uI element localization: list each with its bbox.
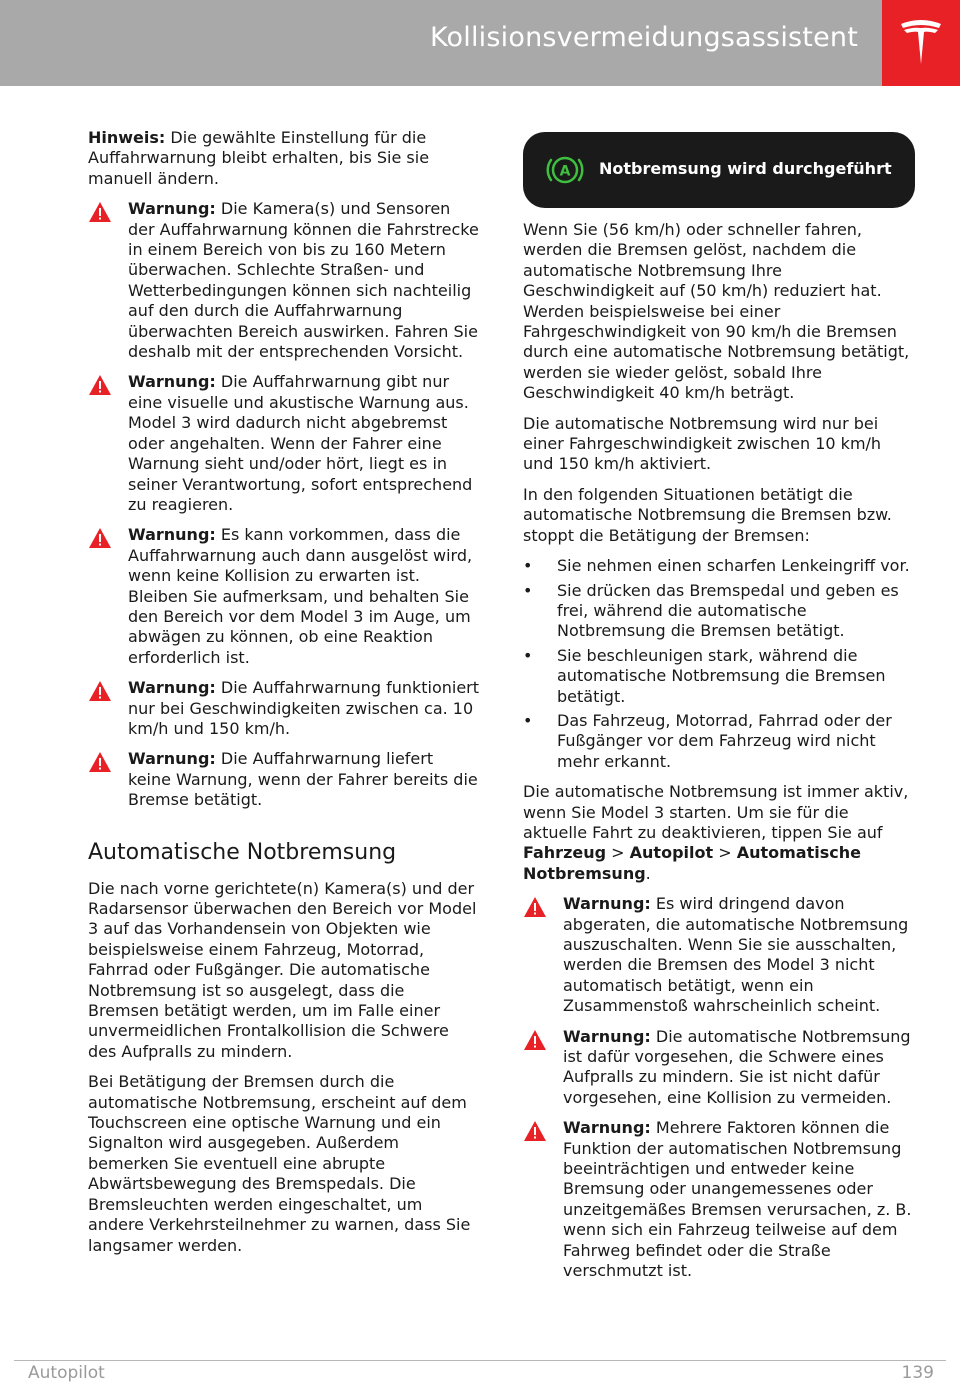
warning-label: Warnung:: [128, 372, 216, 392]
page-number: 139: [901, 1363, 934, 1383]
warning-block: [523, 1027, 916, 1109]
warning-block: [523, 1118, 916, 1281]
deactivate-paragraph: [523, 782, 916, 884]
warning-block: [88, 678, 480, 739]
list-item-text: Sie drücken das Bremspedal und geben es frei, während die automatische Notbremsung die Bremsen betätigt.: [557, 580, 899, 641]
warning-icon: [88, 374, 112, 396]
list-item-text: Das Fahrzeug, Motorrad, Fahrrad oder der Fußgänger vor dem Fahrzeug wird nicht mehr erkannt.: [557, 710, 892, 771]
warning-text: Die automatische Notbremsung ist dafür vorgesehen, die Schwere eines Aufpralls zu mindern. Sie ist nicht dafür vorgesehen, eine Kollision zu vermeiden.: [563, 1026, 911, 1107]
page-header: [0, 0, 960, 86]
warning-block: [523, 894, 916, 1016]
emergency-braking-banner: [523, 132, 915, 208]
bullet-icon: •: [523, 556, 533, 576]
warning-icon: [88, 680, 112, 702]
warning-icon: [523, 1120, 547, 1142]
menu-path-autopilot: Autopilot: [629, 843, 714, 863]
warning-label: Warnung:: [563, 1118, 651, 1138]
warning-text: Die Auffahrwarnung funktioniert nur bei Geschwindigkeiten zwischen ca. 10 km/h und 150 km/h.: [128, 678, 480, 738]
brand-logo: [882, 0, 960, 86]
warning-text: Die Kamera(s) und Sensoren der Auffahrwarnung können die Fahrstrecke in einem Bereich von bis zu 160 Metern überwachen. Schlechte Straßen- und Wetterbedingungen können sich nachteilig auf den durch die Auffahrwarnung überwachten Bereich auswirken. Fahren Sie deshalb mit der entsprechenden Vorsicht.: [128, 199, 479, 362]
body-paragraph: Bei Betätigung der Bremsen durch die automatische Notbremsung, erscheint auf dem Touchscreen eine optische Warnung und ein Signalton wird ausgegeben. Außerdem bemerken Sie eventuell eine abrupte Abwärtsbewegung des Bremspedals. Die Bremsleuchten werden eingeschaltet, um andere Verkehrsteilnehmer zu warnen, dass Sie langsamer werden.: [88, 1072, 471, 1255]
warning-text: Mehrere Faktoren können die Funktion der automatischen Notbremsung beeinträchtigen und entweder keine Bremsung oder unangemessenes oder unzeitgemäßes Bremsen verursachen, z. B. wenn sich ein Fahrzeug teilweise auf dem Fahrweg befindet oder die Straße verschmutzt ist.: [563, 1118, 912, 1281]
bullet-icon: •: [523, 580, 533, 600]
warning-icon: [523, 896, 547, 918]
warning-label: Warnung:: [563, 894, 651, 914]
body-paragraph: Die automatische Notbremsung wird nur bei einer Fahrgeschwindigkeit zwischen 10 km/h und 150 km/h aktiviert.: [523, 413, 882, 474]
body-paragraph: Wenn Sie (56 km/h) oder schneller fahren, werden die Bremsen gelöst, nachdem die automatische Notbremsung Ihre Geschwindigkeit auf (50 km/h) reduziert hat. Werden beispielsweise bei einer Fahrgeschwindigkeit von 90 km/h die Bremsen durch eine automatische Notbremsung betätigt, werden sie wieder gelöst, sobald Ihre Geschwindigkeit 40 km/h beträgt.: [523, 220, 910, 403]
list-item: [523, 711, 916, 772]
bullet-icon: •: [523, 645, 533, 665]
right-column: [523, 220, 916, 1292]
warning-icon: [88, 751, 112, 773]
left-column: [88, 128, 480, 1266]
warning-text: Es kann vorkommen, dass die Auffahrwarnung auch dann ausgelöst wird, wenn keine Kollision zu erwarten ist. Bleiben Sie aufmerksam, und behalten Sie den Bereich vor dem Model 3 im Auge, um abwägen zu können, ob eine Reaktion erforderlich ist.: [128, 525, 473, 667]
section-title: Automatische Notbremsung: [88, 839, 397, 865]
list-item: [523, 556, 916, 576]
note-paragraph: [88, 128, 480, 189]
warning-label: Warnung:: [128, 525, 216, 545]
warning-icon: [523, 1029, 547, 1051]
menu-path-separator: >: [713, 843, 737, 863]
warning-label: Warnung:: [128, 199, 216, 219]
bullet-icon: •: [523, 710, 533, 730]
emergency-braking-icon: [545, 150, 585, 190]
warning-label: Warnung:: [128, 749, 216, 769]
list-item-text: Sie beschleunigen stark, während die automatische Notbremsung die Bremsen betätigt.: [557, 645, 886, 706]
banner-icon-letter: A: [559, 163, 571, 180]
footer-divider: [14, 1360, 946, 1361]
tesla-logo-icon: [899, 18, 943, 68]
list-item-text: Sie nehmen einen scharfen Lenkeingriff vor.: [557, 556, 910, 576]
menu-path-emergency-braking: Automatische Notbremsung: [523, 843, 861, 883]
warning-text: Die Auffahrwarnung liefert keine Warnung, wenn der Fahrer bereits die Bremse betätigt.: [128, 749, 478, 810]
page-title: Kollisionsvermeidungsassistent: [430, 22, 858, 53]
note-text: Die gewählte Einstellung für die Auffahrwarnung bleibt erhalten, bis Sie sie manuell ändern.: [88, 128, 430, 188]
warning-text: Es wird dringend davon abgeraten, die automatische Notbremsung auszuschalten. Wenn Sie sie ausschalten, werden die Bremsen des Model 3 nicht automatisch betätigt, wenn ein Zusammenstoß wahrscheinlich scheint.: [563, 894, 909, 1016]
deactivate-text: Die automatische Notbremsung ist immer aktiv, wenn Sie Model 3 starten. Um sie für die aktuelle Fahrt zu deaktivieren, tippen Sie auf: [523, 782, 909, 842]
warning-block: [88, 199, 480, 362]
body-paragraph: In den folgenden Situationen betätigt die automatische Notbremsung die Bremsen bzw. stoppt die Betätigung der Bremsen:: [523, 484, 892, 545]
list-item: [523, 646, 916, 707]
warning-block: [88, 525, 480, 668]
warning-block: [88, 749, 480, 810]
warning-text: Die Auffahrwarnung gibt nur eine visuelle und akustische Warnung aus. Model 3 wird dadurch nicht abgebremst oder angehalten. Wenn der Fahrer eine Warnung sieht und/oder hört, liegt es in seiner Verantwortung, sofort entsprechend zu reagieren.: [128, 372, 473, 514]
warning-icon: [88, 527, 112, 549]
note-label: Hinweis:: [88, 128, 166, 147]
menu-path-end: .: [645, 863, 651, 883]
menu-path-vehicle: Fahrzeug: [523, 843, 607, 863]
banner-text: Notbremsung wird durchgeführt: [599, 159, 892, 178]
warning-icon: [88, 201, 112, 223]
warning-block: [88, 372, 480, 515]
footer-section: Autopilot: [28, 1363, 105, 1383]
warning-label: Warnung:: [563, 1026, 651, 1046]
body-paragraph: Die nach vorne gerichtete(n) Kamera(s) und der Radarsensor überwachen den Bereich vor Model 3 auf das Vorhandensein von Objekten wie beispielsweise einem Fahrzeug, Motorrad, Fahrrad oder Fußgänger. Die automatische Notbremsung ist so ausgelegt, dass die Bremsen betätigt werden, um im Falle einer unvermeidlichen Frontalkollision die Schwere des Aufpralls zu mindern.: [88, 878, 477, 1061]
bullet-list: [523, 556, 916, 772]
menu-path-separator: >: [606, 843, 630, 863]
warning-label: Warnung:: [128, 678, 216, 698]
list-item: [523, 581, 916, 642]
